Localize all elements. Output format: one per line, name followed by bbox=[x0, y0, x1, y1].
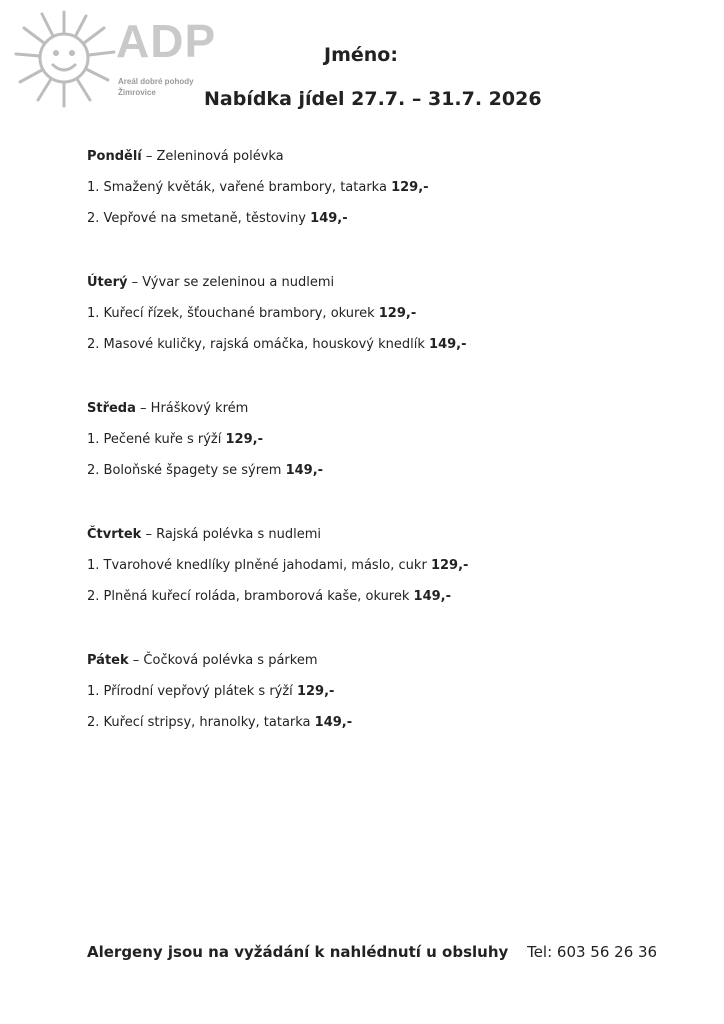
soup-of-day: – Čočková polévka s párkem bbox=[132, 653, 318, 668]
dish-price: 149,- bbox=[285, 463, 324, 478]
dish-name: 2. Boloňské špagety se sýrem bbox=[87, 463, 282, 478]
dish-item bbox=[87, 713, 687, 744]
day-heading bbox=[87, 525, 687, 556]
dish-name: 1. Tvarohové knedlíky plněné jahodami, máslo, cukr bbox=[87, 558, 427, 573]
dish-item bbox=[87, 430, 687, 461]
dish-price: 149,- bbox=[310, 211, 348, 226]
weekly-menu bbox=[87, 147, 687, 777]
menu-day bbox=[87, 399, 687, 492]
dish-item bbox=[87, 682, 687, 713]
day-heading bbox=[87, 273, 687, 304]
logo-tagline: Areál dobré pohody bbox=[118, 77, 194, 86]
dish-price: 129,- bbox=[378, 306, 417, 321]
day-heading bbox=[87, 147, 687, 178]
dish-price: 129,- bbox=[225, 432, 263, 447]
dish-price: 129,- bbox=[391, 180, 429, 195]
dish-name: 2. Kuřecí stripsy, hranolky, tatarka bbox=[87, 715, 311, 730]
menu-day bbox=[87, 525, 687, 618]
dish-name: 1. Pečené kuře s rýží bbox=[87, 432, 222, 447]
day-name: Pátek bbox=[87, 653, 129, 668]
dish-item bbox=[87, 209, 687, 240]
sun-icon bbox=[14, 8, 124, 108]
logo-brand: ADP bbox=[116, 15, 217, 67]
day-name: Středa bbox=[87, 401, 136, 416]
menu-day bbox=[87, 651, 687, 744]
dish-name: 1. Smažený květák, vařené brambory, tatarka bbox=[87, 180, 387, 195]
dish-item bbox=[87, 587, 687, 618]
dish-price: 129,- bbox=[430, 558, 469, 573]
menu-day bbox=[87, 147, 687, 240]
footer bbox=[87, 943, 657, 961]
soup-of-day: – Zeleninová polévka bbox=[145, 149, 284, 164]
menu-day bbox=[87, 273, 687, 366]
soup-of-day: – Vývar se zeleninou a nudlemi bbox=[131, 275, 335, 290]
phone-number: Tel: 603 56 26 36 bbox=[527, 943, 658, 961]
dish-price: 129,- bbox=[296, 684, 335, 699]
dish-name: 2. Vepřové na smetaně, těstoviny bbox=[87, 211, 307, 226]
dish-price: 149,- bbox=[429, 337, 467, 352]
dish-item bbox=[87, 556, 687, 587]
dish-price: 149,- bbox=[413, 589, 452, 604]
dish-item bbox=[87, 335, 687, 366]
allergens-note: Alergeny jsou na vyžádání k nahlédnutí u obsluhy bbox=[87, 943, 509, 961]
day-name: Čtvrtek bbox=[87, 527, 142, 542]
day-heading bbox=[87, 399, 687, 430]
dish-name: 2. Plněná kuřecí roláda, bramborová kaše, okurek bbox=[87, 589, 410, 604]
dish-price: 149,- bbox=[314, 715, 353, 730]
dish-item bbox=[87, 304, 687, 335]
day-heading bbox=[87, 651, 687, 682]
name-label: Jméno: bbox=[324, 44, 398, 66]
soup-of-day: – Hráškový krém bbox=[140, 401, 249, 416]
dish-item bbox=[87, 178, 687, 209]
day-name: Úterý bbox=[87, 275, 128, 290]
soup-of-day: – Rajská polévka s nudlemi bbox=[145, 527, 322, 542]
dish-name: 1. Kuřecí řízek, šťouchané brambory, okurek bbox=[87, 306, 375, 321]
dish-name: 1. Přírodní vepřový plátek s rýží bbox=[87, 684, 293, 699]
dish-name: 2. Masové kuličky, rajská omáčka, houskový knedlík bbox=[87, 337, 425, 352]
day-name: Pondělí bbox=[87, 149, 142, 164]
logo-place: Žimrovice bbox=[118, 88, 156, 97]
page-title: Nabídka jídel 27.7. – 31.7. 2026 bbox=[204, 88, 542, 110]
dish-item bbox=[87, 461, 687, 492]
